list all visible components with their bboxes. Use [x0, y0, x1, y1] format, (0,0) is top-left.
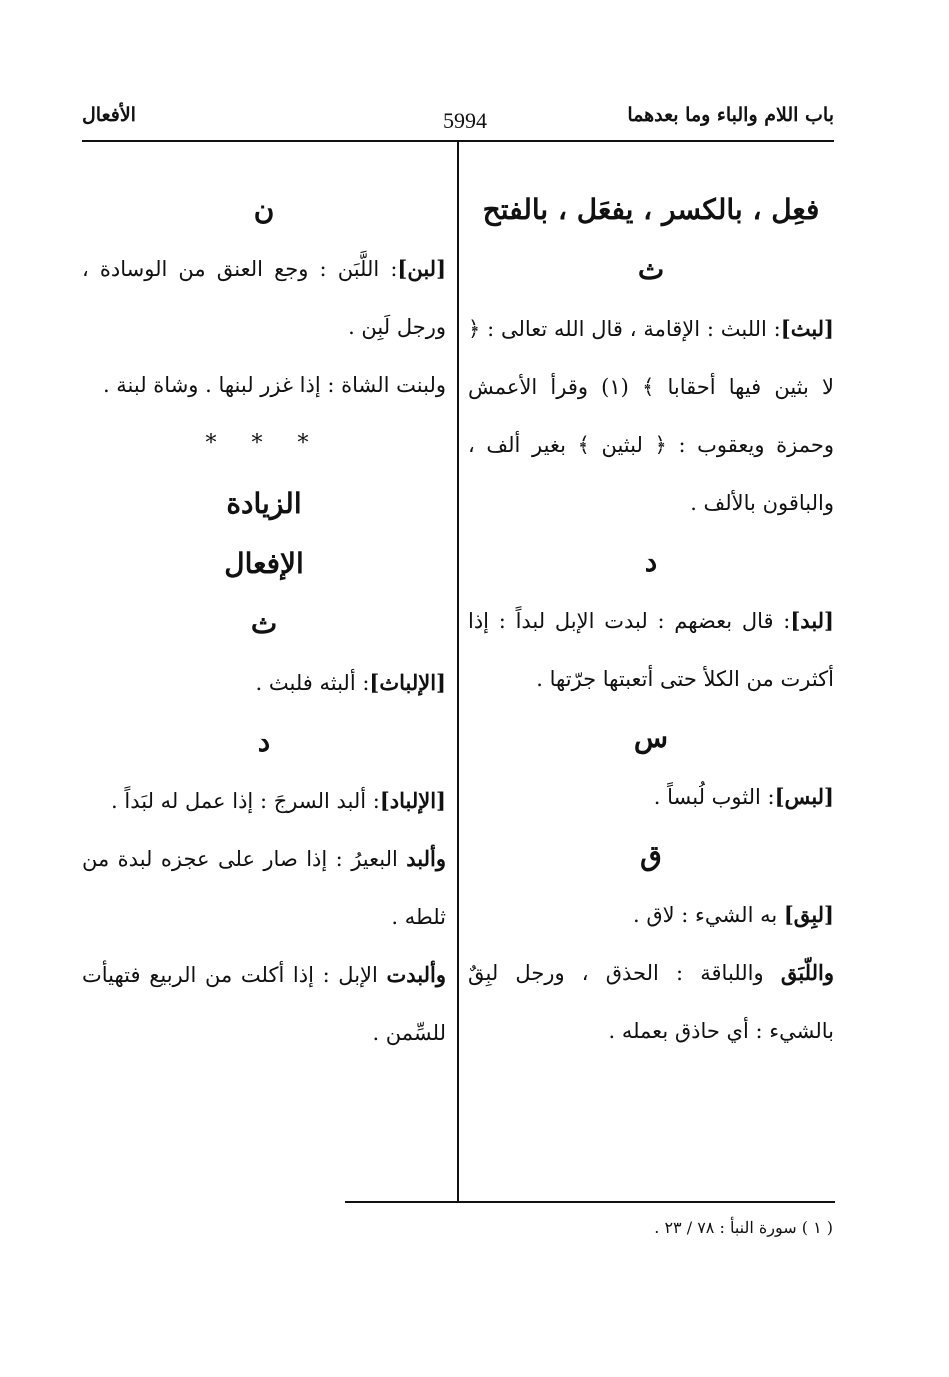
definition-ilbad-herd: الإبل : إذا أكلت من الربيع فتهيأت للسِّمن .	[82, 963, 446, 1045]
page-number: 5994	[443, 108, 487, 133]
section-title-ifal: الإفعال	[224, 547, 304, 580]
section-title-ziyada: الزيادة	[226, 487, 302, 520]
definition-ilbad: : ألبد السرجَ : إذا عمل له لبَداً .	[111, 789, 380, 813]
definition-ilbath: : ألبثه فلبث .	[255, 671, 370, 695]
definition-labiq: به الشيء : لاق .	[633, 903, 784, 927]
definition-ilbad-camel: البعيرُ : إذا صار على عجزه لبدة من ثلطه .	[82, 847, 446, 929]
entry-labiq	[468, 886, 834, 944]
letter-heading-nun: ن	[253, 193, 275, 226]
entry-laban-continued: ولبنت الشاة : إذا غزر لبنها . وشاة لبنة .	[102, 373, 446, 397]
section-title-fail: فعِل ، بالكسر ، يفعَل ، بالفتح	[482, 193, 820, 226]
right-column	[468, 180, 834, 1060]
letter-heading-tha-left: ث	[250, 607, 278, 640]
running-header-chapter: باب اللام والباء وما بعدهما	[627, 104, 834, 126]
definition-labaq: واللباقة : الحذق ، ورجل لبِقٌ بالشيء : أي حاذق بعمله .	[468, 961, 834, 1043]
headword-ilbath: [الإلباث]	[369, 670, 446, 695]
definition-laban: : اللَّبَن : وجع العنق من الوسادة ، ورجل لَبِن .	[82, 257, 446, 339]
headword-labiq: [لبِق]	[783, 902, 834, 927]
entry-labid	[468, 592, 834, 708]
definition-labith: : اللبث : الإقامة ، قال الله تعالى : ﴿ لا بثين فيها أحقابا ﴾ (١) وقرأ الأعمش وحمزة ويعقوب : ﴿ لبثين ﴾ بغير ألف ، والباقون بالألف .	[468, 317, 835, 515]
entry-laban	[82, 240, 446, 356]
entry-ilbad-camel	[82, 830, 446, 946]
headword-labith: [لبث]	[780, 316, 834, 341]
section-separator-stars: * * *	[205, 431, 323, 456]
definition-labis: : الثوب لُبساً .	[653, 785, 775, 809]
headword-labaq: واللّبَق	[780, 960, 834, 985]
left-column	[82, 180, 446, 1062]
headword-labid: [لبد]	[790, 608, 834, 633]
headword-ilbad-camel: وألبد	[406, 846, 446, 871]
running-header-section: الأفعال	[82, 104, 136, 126]
entry-ilbad	[82, 772, 446, 830]
entry-ilbath	[82, 654, 446, 712]
entry-ilbad-herd	[82, 946, 446, 1062]
entry-labis	[468, 768, 834, 826]
definition-labid: : قال بعضهم : لبدت الإبل لبداً : إذا أكثرت من الكلأ حتى أتعبتها جرّتها .	[468, 609, 834, 691]
letter-heading-sin: س	[633, 721, 669, 754]
letter-heading-dal-left: د	[257, 725, 271, 758]
letter-heading-qaf: ق	[640, 839, 662, 872]
headword-labis: [لبس]	[774, 784, 834, 809]
headword-ilbad-herd: وألبدت	[386, 962, 446, 987]
letter-heading-tha: ث	[637, 253, 665, 286]
entry-labith	[468, 300, 834, 532]
entry-labaq	[468, 944, 834, 1060]
letter-heading-dal: د	[644, 545, 658, 578]
footnote: ( ١ ) سورة النبأ : ٧٨ / ٢٣ .	[654, 1218, 833, 1237]
headword-laban: [لبن]	[397, 256, 446, 281]
column-divider	[457, 142, 459, 1202]
footnote-rule	[345, 1201, 835, 1203]
headword-ilbad: [الإلباد]	[379, 788, 446, 813]
